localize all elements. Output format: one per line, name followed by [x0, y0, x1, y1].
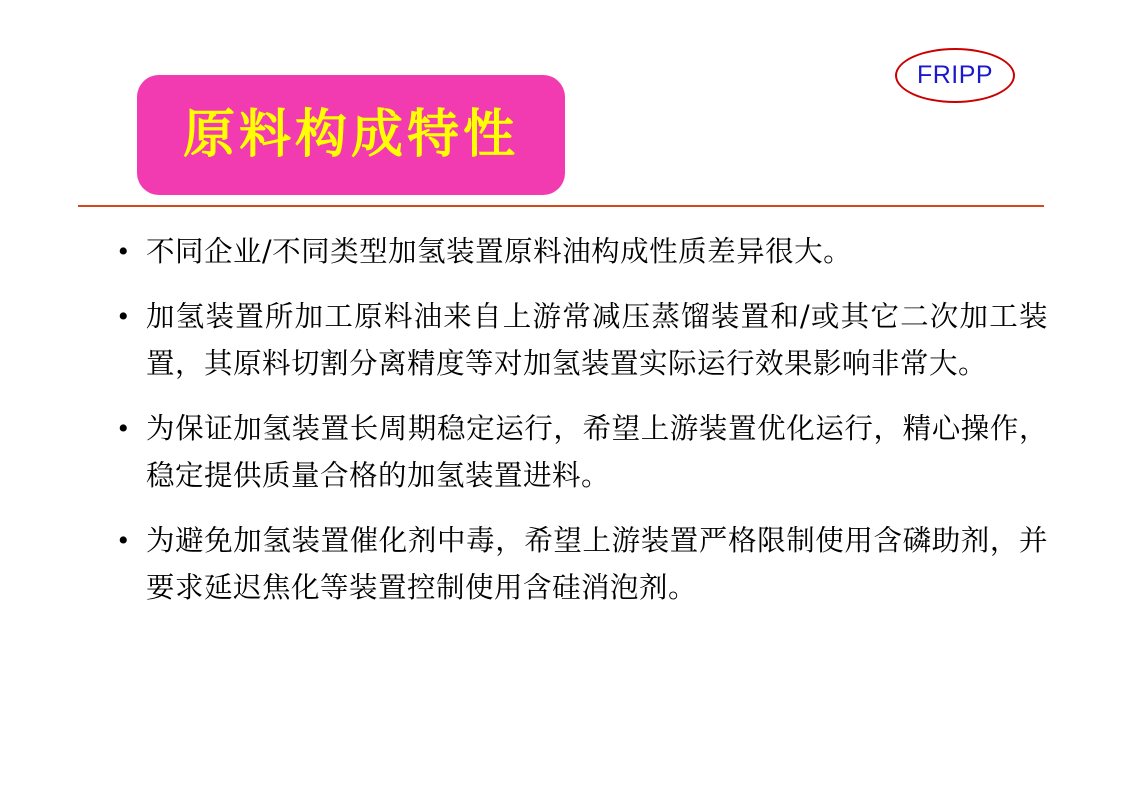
list-item [118, 228, 1048, 275]
slide-title-box [137, 75, 565, 195]
list-item [118, 517, 1048, 611]
bullet-point-icon: • [118, 524, 129, 557]
bullet-point-icon: • [118, 235, 129, 268]
bullet-text: 为避免加氢装置催化剂中毒，希望上游装置严格限制使用含磷助剂，并要求延迟焦化等装置控制使用含硅消泡剂。 [146, 524, 1048, 604]
bullet-point-icon: • [118, 300, 129, 333]
logo-text: FRIPP [916, 61, 994, 89]
title-divider [78, 205, 1044, 207]
page-title: 原料构成特性 [182, 104, 519, 165]
fripp-logo [895, 48, 1015, 103]
list-item [118, 405, 1048, 499]
bullet-text: 不同企业/不同类型加氢装置原料油构成性质差异很大。 [146, 235, 853, 268]
list-item [118, 293, 1048, 387]
bullet-list [118, 228, 1048, 629]
bullet-point-icon: • [118, 412, 129, 445]
bullet-text: 加氢装置所加工原料油来自上游常减压蒸馏装置和/或其它二次加工装置，其原料切割分离精度等对加氢装置实际运行效果影响非常大。 [146, 300, 1048, 380]
bullet-text: 为保证加氢装置长周期稳定运行，希望上游装置优化运行，精心操作，稳定提供质量合格的加氢装置进料。 [146, 412, 1048, 492]
